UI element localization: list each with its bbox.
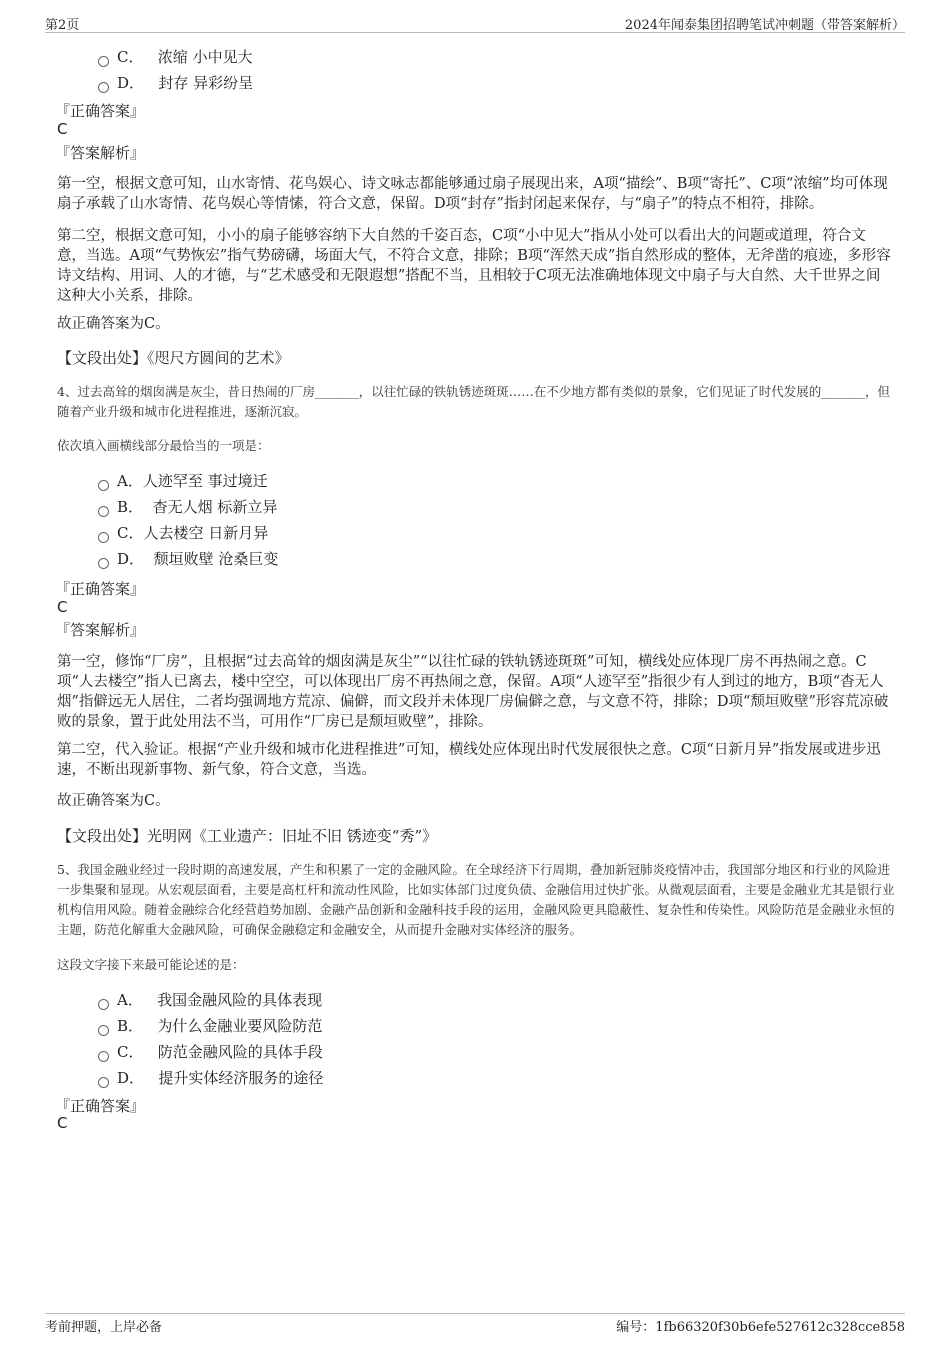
document-id: 编号：1fb66320f30b6efe527612c328cce858 [616, 1320, 905, 1335]
option-a[interactable]: A． 我国金融风险的具体表现 [98, 989, 322, 1011]
source-citation: 【文段出处】光明网《工业遗产：旧址不旧 锈迹变“秀”》 [57, 827, 438, 845]
option-c[interactable]: C． 浓缩 小中见大 [98, 46, 253, 68]
answer-label: 『正确答案』 [55, 102, 146, 120]
analysis-label: 『答案解析』 [55, 621, 146, 639]
option-d[interactable]: D． 封存 异彩纷呈 [98, 72, 253, 94]
answer-label: 『正确答案』 [55, 580, 146, 598]
analysis-paragraph: 第一空，根据文意可知，山水寄情、花鸟娱心、诗文咏志都能够通过扇子展现出来，A项“描绘”、B项“寄托”、C项“浓缩”均可体现扇子承载了山水寄情、花鸟娱心等情愫，符合文意，保留。D项“封存”指封闭起来保存，与“扇子”的特点不相符，排除。 [57, 176, 888, 212]
question-stem: 4、过去高耸的烟囱满是灰尘，昔日热闹的厂房_______，以往忙碌的铁轨锈迹斑斑……在不少地方都有类似的景象，它们见证了时代发展的_______，但随着产业升级和城市化进程推进，逐渐沉寂。 [57, 384, 890, 419]
question-stem: 5、我国金融业经过一段时期的高速发展，产生和积累了一定的金融风险。在全球经济下行周期，叠加新冠肺炎疫情冲击，我国部分地区和行业的风险进一步集聚和显现。从宏观层面看，主要是高杠杆和流动性风险，比如实体部门过度负债、金融信用过快扩张。从微观层面看，主要是金融业尤其是银行业机构信用风险。随着金融综合化经营趋势加剧、金融产品创新和金融科技手段的运用，金融风险更具隐蔽性、复杂性和传染性。风险防范是金融业永恒的主题，防范化解重大金融风险，可确保金融稳定和金融安全，从而提升金融对实体经济的服务。 [57, 862, 895, 937]
question-prompt: 依次填入画横线部分最恰当的一项是： [57, 438, 270, 453]
answer-label: 『正确答案』 [55, 1097, 146, 1115]
question-prompt: 这段文字接下来最可能论述的是： [57, 957, 245, 972]
analysis-paragraph: 第二空，根据文意可知，小小的扇子能够容纳下大自然的千姿百态，C项“小中见大”指从小处可以看出大的问题或道理，符合文意，当选。A项“气势恢宏”指气势磅礴，场面大气，不符合文意，排除；B项“浑然天成”指自然形成的整体，无斧凿的痕迹，多形容诗文结构、用词、人的才德，与“艺术感受和无限遐想”搭配不当，且相较于C项无法准确地体现文中扇子与大自然、大千世界之间这种大小关系，排除。 [57, 228, 891, 304]
option-d[interactable]: D． 颓垣败壁 沧桑巨变 [98, 548, 278, 570]
document-title: 2024年闻泰集团招聘笔试冲刺题（带答案解析） [624, 18, 905, 33]
source-citation: 【文段出处】《咫尺方圆间的艺术》 [57, 349, 290, 367]
radio-icon[interactable] [98, 1077, 109, 1088]
option-a[interactable]: A．人迹罕至 事过境迁 [98, 470, 268, 492]
radio-icon[interactable] [98, 82, 109, 93]
answer-value: C [57, 120, 68, 138]
footer-slogan: 考前押题，上岸必备 [45, 1320, 163, 1335]
answer-value: C [57, 1114, 68, 1132]
analysis-conclusion: 故正确答案为C。 [57, 793, 170, 809]
option-b[interactable]: B． 杳无人烟 标新立异 [98, 496, 277, 518]
radio-icon[interactable] [98, 558, 109, 569]
analysis-paragraph: 第一空，修饰“厂房”，且根据“过去高耸的烟囱满是灰尘”“以往忙碌的铁轨锈迹斑斑”可知，横线处应体现厂房不再热闹之意。C项“人去楼空”指人已离去，楼中空空，可以体现出厂房不再热闹之意，保留。A项“人迹罕至”指很少有人到过的地方，B项“杳无人烟”指僻远无人居住，二者均强调地方荒凉、偏僻，而文段并未体现厂房偏僻之意，与文意不符，排除；D项“颓垣败壁”形容荒凉破败的景象，置于此处用法不当，可用作“厂房已是颓垣败壁”，排除。 [57, 654, 889, 730]
radio-icon[interactable] [98, 1025, 109, 1036]
page-header [45, 10, 905, 33]
analysis-label: 『答案解析』 [55, 144, 146, 162]
radio-icon[interactable] [98, 532, 109, 543]
option-d[interactable]: D． 提升实体经济服务的途径 [98, 1067, 323, 1089]
option-c[interactable]: C． 防范金融风险的具体手段 [98, 1041, 323, 1063]
option-b[interactable]: B． 为什么金融业要风险防范 [98, 1015, 322, 1037]
page-footer [45, 1313, 905, 1336]
answer-value: C [57, 598, 68, 616]
analysis-paragraph: 第二空，代入验证。根据“产业升级和城市化进程推进”可知，横线处应体现出时代发展很快之意。C项“日新月异”指发展或进步迅速，不断出现新事物、新气象，符合文意，当选。 [57, 742, 881, 778]
radio-icon[interactable] [98, 480, 109, 491]
radio-icon[interactable] [98, 506, 109, 517]
radio-icon[interactable] [98, 1051, 109, 1062]
analysis-conclusion: 故正确答案为C。 [57, 316, 170, 332]
radio-icon[interactable] [98, 999, 109, 1010]
page-number: 第2页 [45, 18, 80, 33]
radio-icon[interactable] [98, 56, 109, 67]
option-c[interactable]: C．人去楼空 日新月异 [98, 522, 268, 544]
